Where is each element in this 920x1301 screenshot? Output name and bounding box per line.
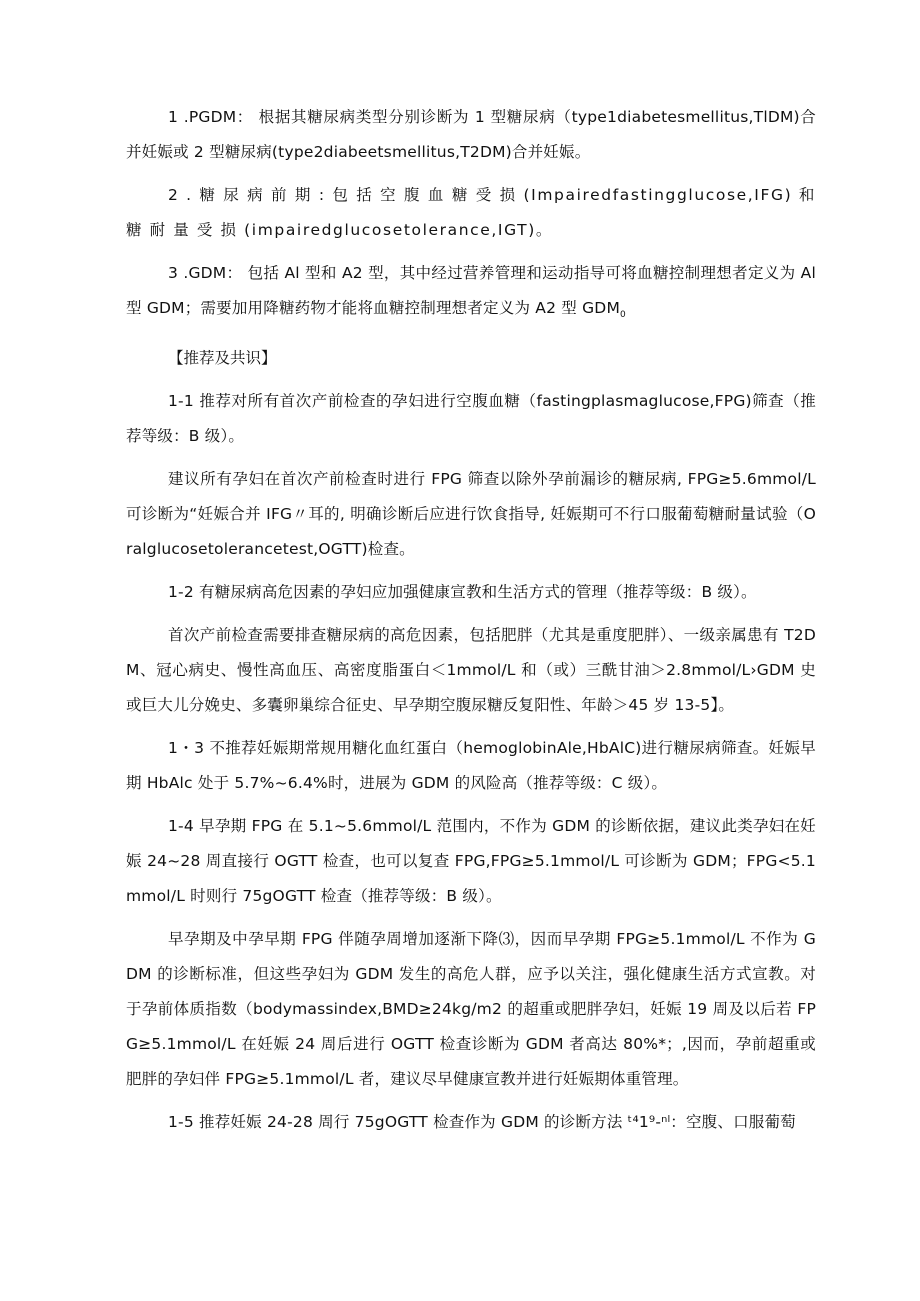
section-heading: 【推荐及共识】 <box>168 349 277 368</box>
paragraph-early-pregnancy-fpg: 早孕期及中孕早期 FPG 伴随孕周增加逐渐下降⑶，因而早孕期 FPG≥5.1mmol/L 不作为 GDM 的诊断标准，但这些孕妇为 GDM 发生的高危人群，应予以关注，强化健康生活方式宣教。对于孕前体质指数（bodymassindex,BMD≥24kg∕m2 的超重或肥胖孕妇，妊娠 19 周及以后若 FPG≥5.1mmol/L 在妊娠 24 周后进行 OGTT 检查诊断为 GDM 者高达 80%*；,因而，孕前超重或肥胖的孕妇伴 FPG≥5.1mmol/L 者，建议尽早健康宣教并进行妊娠期体重管理。 <box>126 930 816 1089</box>
paragraph-gdm <box>126 256 816 333</box>
paragraph-rec-1-1: 1-1 推荐对所有首次产前检查的孕妇进行空腹血糖（fastingplasmaglucose,FPG)筛查（推荐等级：B 级）。 <box>126 392 816 446</box>
paragraph-prediabetes: 2 . 糖 尿 病 前 期 : 包 括 空 腹 血 糖 受 损 (Impairedfastingglucose,IFG) 和 糖 耐 量 受 损 (impairedglucosetolerance,IGT)。 <box>126 186 816 239</box>
paragraph-rec-1-2: 1-2 有糖尿病高危因素的孕妇应加强健康宣教和生活方式的管理（推荐等级：B 级）。 <box>168 583 757 602</box>
paragraph-gdm-subscript: 0 <box>620 310 626 321</box>
paragraph-rec-1-5: 1-5 推荐妊娠 24-28 周行 75gOGTT 检查作为 GDM 的诊断方法 ᵗ⁴1⁹-ⁿˡ：空腹、口服葡萄 <box>168 1113 796 1132</box>
paragraph-rec-1-4: 1-4 早孕期 FPG 在 5.1~5.6mmol∕L 范围内，不作为 GDM 的诊断依据，建议此类孕妇在妊娠 24~28 周直接行 OGTT 检查，也可以复查 FPG,FPG≥5.1mmol/L 可诊断为 GDM；FPG<5.1mmol/L 时则行 75gOGTT 检查（推荐等级：B 级）。 <box>126 817 816 906</box>
paragraph-pgdm: 1 .PGDM： 根据其糖尿病类型分别诊断为 1 型糖尿病（type1diabetesmellitus,TlDM)合并妊娠或 2 型糖尿病(type2diabeetsmellitus,T2DM)合并妊娠。 <box>126 108 816 161</box>
paragraph-gdm-text: 3 .GDM： 包括 Al 型和 A2 型，其中经过营养管理和运动指导可将血糖控制理想者定义为 Al 型 GDM；需要加用降糖药物才能将血糖控制理想者定义为 A2 型 GDM <box>126 264 816 317</box>
paragraph-risk-factors: 首次产前检查需要排查糖尿病的高危因素，包括肥胖（尤其是重度肥胖）、一级亲属患有 T2DM、冠心病史、慢性高血压、高密度脂蛋白＜1mmol/L 和（或）三酰甘油＞2.8mmol∕L›GDM 史或巨大儿分娩史、多囊卵巢综合征史、早孕期空腹尿糖反复阳性、年龄＞45 岁 13-5】。 <box>126 626 816 715</box>
paragraph-rec-1-3: 1・3 不推荐妊娠期常规用糖化血红蛋白（hemoglobinAle,HbAlC)进行糖尿病筛查。妊娠早期 HbAlc 处于 5.7%~6.4%时，进展为 GDM 的风险高（推荐等级：C 级）。 <box>126 739 816 793</box>
paragraph-fpg-screening: 建议所有孕妇在首次产前检查时进行 FPG 筛查以除外孕前漏诊的糖尿病, FPG≥5.6mmol/L 可诊断为“妊娠合并 IFG〃耳的, 明确诊断后应进行饮食指导, 妊娠期可不行口服葡萄糖耐量试验（Oralglucosetolerancetest,OGTT)检查。 <box>126 470 816 559</box>
document-page <box>126 100 816 1148</box>
